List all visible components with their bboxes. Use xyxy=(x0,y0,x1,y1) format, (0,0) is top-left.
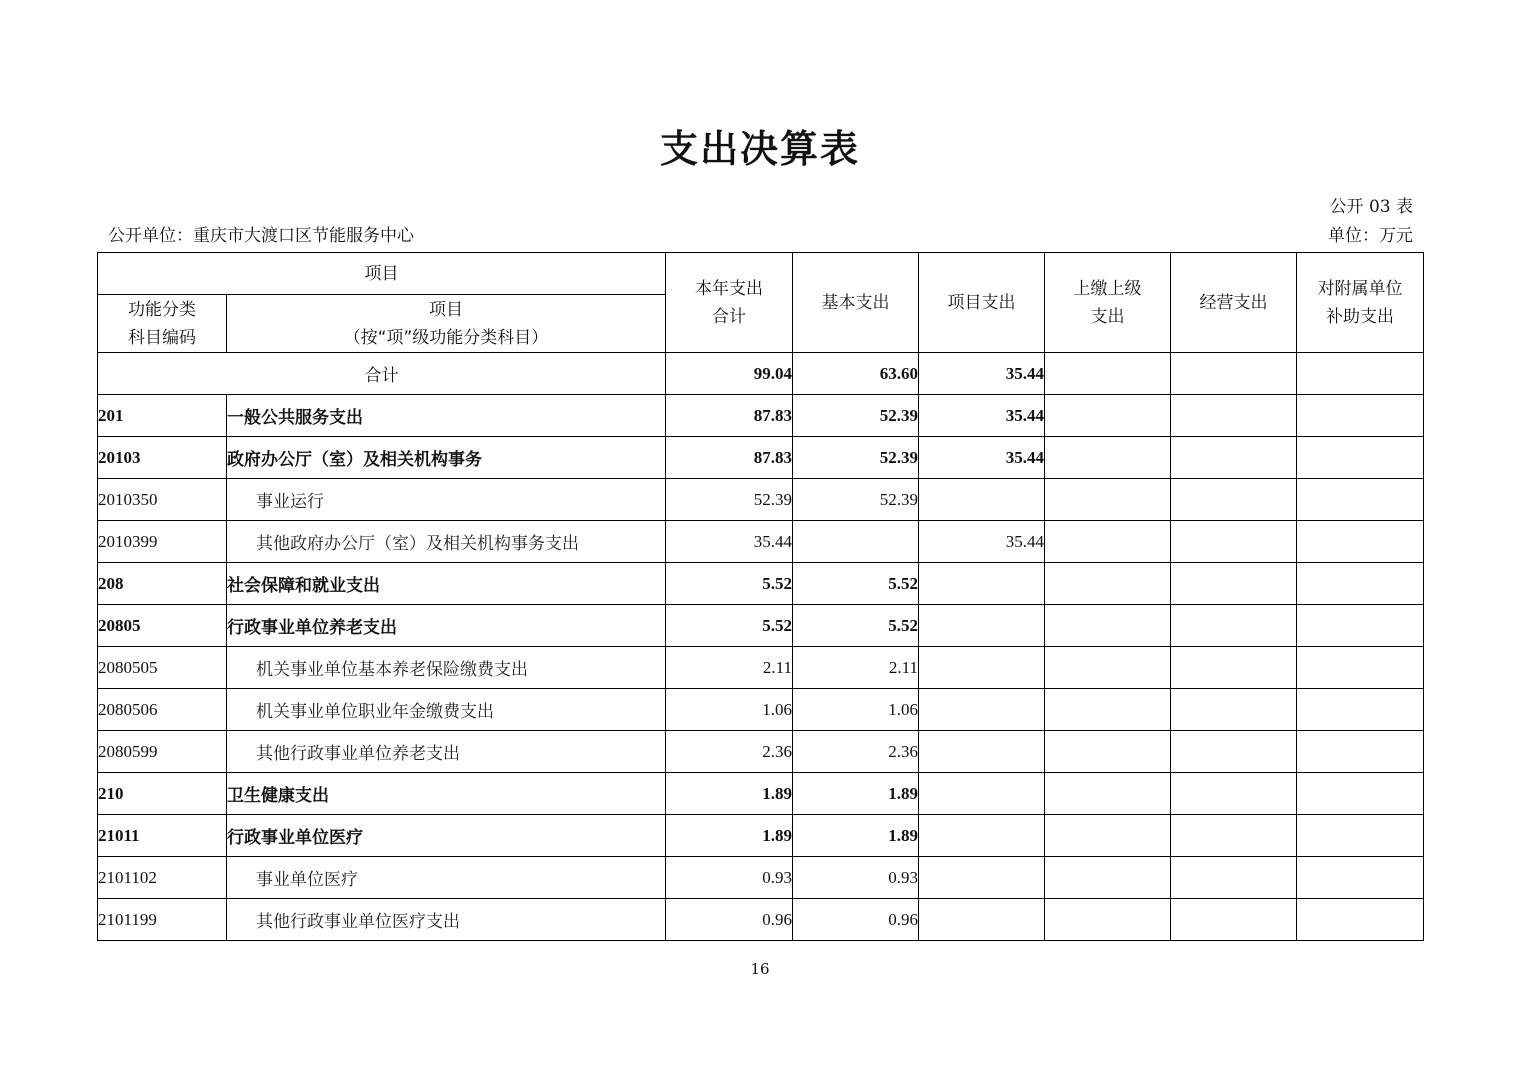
header-operation: 经营支出 xyxy=(1171,253,1297,353)
row-program xyxy=(919,563,1045,605)
row-remit xyxy=(1045,815,1171,857)
row-operation xyxy=(1171,857,1297,899)
totals-label: 合计 xyxy=(98,353,666,395)
row-code: 2010350 xyxy=(98,479,227,521)
row-name: 其他行政事业单位养老支出 xyxy=(227,731,666,773)
row-subsidy xyxy=(1297,773,1424,815)
row-total: 35.44 xyxy=(666,521,793,563)
row-subsidy xyxy=(1297,857,1424,899)
row-total: 87.83 xyxy=(666,437,793,479)
row-name: 卫生健康支出 xyxy=(227,773,666,815)
row-total: 5.52 xyxy=(666,605,793,647)
row-code: 2101199 xyxy=(98,899,227,941)
table-row xyxy=(98,395,1424,437)
row-subsidy xyxy=(1297,815,1424,857)
row-remit xyxy=(1045,857,1171,899)
row-code: 21011 xyxy=(98,815,227,857)
row-subsidy xyxy=(1297,521,1424,563)
row-name: 事业单位医疗 xyxy=(227,857,666,899)
row-operation xyxy=(1171,479,1297,521)
row-subsidy xyxy=(1297,437,1424,479)
row-basic: 2.36 xyxy=(793,731,919,773)
table-row xyxy=(98,773,1424,815)
row-name: 行政事业单位医疗 xyxy=(227,815,666,857)
row-name: 其他行政事业单位医疗支出 xyxy=(227,899,666,941)
row-total: 52.39 xyxy=(666,479,793,521)
row-program xyxy=(919,773,1045,815)
row-total: 0.96 xyxy=(666,899,793,941)
row-basic xyxy=(793,521,919,563)
totals-row xyxy=(98,353,1424,395)
row-program: 35.44 xyxy=(919,395,1045,437)
row-operation xyxy=(1171,815,1297,857)
row-remit xyxy=(1045,521,1171,563)
row-program xyxy=(919,731,1045,773)
row-code: 20805 xyxy=(98,605,227,647)
row-code: 2101102 xyxy=(98,857,227,899)
row-total: 1.89 xyxy=(666,815,793,857)
row-remit xyxy=(1045,773,1171,815)
row-operation xyxy=(1171,437,1297,479)
row-operation xyxy=(1171,731,1297,773)
row-operation xyxy=(1171,689,1297,731)
row-program xyxy=(919,815,1045,857)
row-code: 201 xyxy=(98,395,227,437)
row-program xyxy=(919,647,1045,689)
row-total: 2.11 xyxy=(666,647,793,689)
row-name: 机关事业单位职业年金缴费支出 xyxy=(227,689,666,731)
page-number: 16 xyxy=(750,960,770,978)
row-basic: 1.06 xyxy=(793,689,919,731)
row-program xyxy=(919,479,1045,521)
row-program xyxy=(919,899,1045,941)
totals-program: 35.44 xyxy=(919,353,1045,395)
row-code: 2010399 xyxy=(98,521,227,563)
row-total: 5.52 xyxy=(666,563,793,605)
reporting-organization: 公开单位：重庆市大渡口区节能服务中心 xyxy=(108,226,414,246)
row-code: 2080506 xyxy=(98,689,227,731)
table-row xyxy=(98,437,1424,479)
totals-remit xyxy=(1045,353,1171,395)
row-total: 87.83 xyxy=(666,395,793,437)
row-name: 机关事业单位基本养老保险缴费支出 xyxy=(227,647,666,689)
header-basic: 基本支出 xyxy=(793,253,919,353)
row-name: 社会保障和就业支出 xyxy=(227,563,666,605)
row-remit xyxy=(1045,689,1171,731)
header-project: 项目 xyxy=(98,253,666,295)
row-subsidy xyxy=(1297,605,1424,647)
row-basic: 5.52 xyxy=(793,605,919,647)
row-code: 2080505 xyxy=(98,647,227,689)
table-row xyxy=(98,899,1424,941)
table-row xyxy=(98,647,1424,689)
row-operation xyxy=(1171,521,1297,563)
row-name: 行政事业单位养老支出 xyxy=(227,605,666,647)
table-row xyxy=(98,857,1424,899)
header-total: 本年支出 合计 xyxy=(666,253,793,353)
row-remit xyxy=(1045,605,1171,647)
row-total: 2.36 xyxy=(666,731,793,773)
row-operation xyxy=(1171,773,1297,815)
header-remit: 上缴上级 支出 xyxy=(1045,253,1171,353)
row-operation xyxy=(1171,563,1297,605)
expenditure-table xyxy=(97,252,1424,941)
table-row xyxy=(98,521,1424,563)
table-row xyxy=(98,563,1424,605)
row-remit xyxy=(1045,647,1171,689)
row-name: 事业运行 xyxy=(227,479,666,521)
header-func-code: 功能分类 科目编码 xyxy=(98,295,227,353)
row-subsidy xyxy=(1297,647,1424,689)
row-basic: 5.52 xyxy=(793,563,919,605)
row-name: 政府办公厅（室）及相关机构事务 xyxy=(227,437,666,479)
row-total: 1.89 xyxy=(666,773,793,815)
table-row xyxy=(98,605,1424,647)
row-basic: 52.39 xyxy=(793,395,919,437)
row-program: 35.44 xyxy=(919,521,1045,563)
row-operation xyxy=(1171,899,1297,941)
row-total: 0.93 xyxy=(666,857,793,899)
row-program: 35.44 xyxy=(919,437,1045,479)
row-remit xyxy=(1045,563,1171,605)
row-code: 210 xyxy=(98,773,227,815)
totals-subsidy xyxy=(1297,353,1424,395)
table-row xyxy=(98,689,1424,731)
row-operation xyxy=(1171,605,1297,647)
row-remit xyxy=(1045,395,1171,437)
form-number: 公开 03 表 xyxy=(1329,197,1413,217)
row-subsidy xyxy=(1297,731,1424,773)
row-basic: 0.96 xyxy=(793,899,919,941)
header-program: 项目支出 xyxy=(919,253,1045,353)
totals-operation xyxy=(1171,353,1297,395)
row-basic: 0.93 xyxy=(793,857,919,899)
currency-unit: 单位：万元 xyxy=(1328,226,1413,246)
table-row xyxy=(98,479,1424,521)
row-program xyxy=(919,689,1045,731)
row-program xyxy=(919,605,1045,647)
table-row xyxy=(98,815,1424,857)
header-subsidy: 对附属单位 补助支出 xyxy=(1297,253,1424,353)
row-remit xyxy=(1045,479,1171,521)
row-remit xyxy=(1045,731,1171,773)
row-subsidy xyxy=(1297,899,1424,941)
row-subsidy xyxy=(1297,395,1424,437)
row-subsidy xyxy=(1297,479,1424,521)
row-code: 20103 xyxy=(98,437,227,479)
row-basic: 2.11 xyxy=(793,647,919,689)
row-remit xyxy=(1045,437,1171,479)
page-title: 支出决算表 xyxy=(659,127,860,171)
row-basic: 1.89 xyxy=(793,815,919,857)
row-name: 其他政府办公厅（室）及相关机构事务支出 xyxy=(227,521,666,563)
totals-basic: 63.60 xyxy=(793,353,919,395)
row-operation xyxy=(1171,395,1297,437)
row-basic: 52.39 xyxy=(793,479,919,521)
row-subsidy xyxy=(1297,563,1424,605)
table-row xyxy=(98,731,1424,773)
row-basic: 52.39 xyxy=(793,437,919,479)
row-code: 208 xyxy=(98,563,227,605)
row-operation xyxy=(1171,647,1297,689)
row-total: 1.06 xyxy=(666,689,793,731)
row-program xyxy=(919,857,1045,899)
row-subsidy xyxy=(1297,689,1424,731)
row-remit xyxy=(1045,899,1171,941)
row-basic: 1.89 xyxy=(793,773,919,815)
totals-total: 99.04 xyxy=(666,353,793,395)
row-name: 一般公共服务支出 xyxy=(227,395,666,437)
row-code: 2080599 xyxy=(98,731,227,773)
header-project-detail: 项目 （按“项”级功能分类科目） xyxy=(227,295,666,353)
